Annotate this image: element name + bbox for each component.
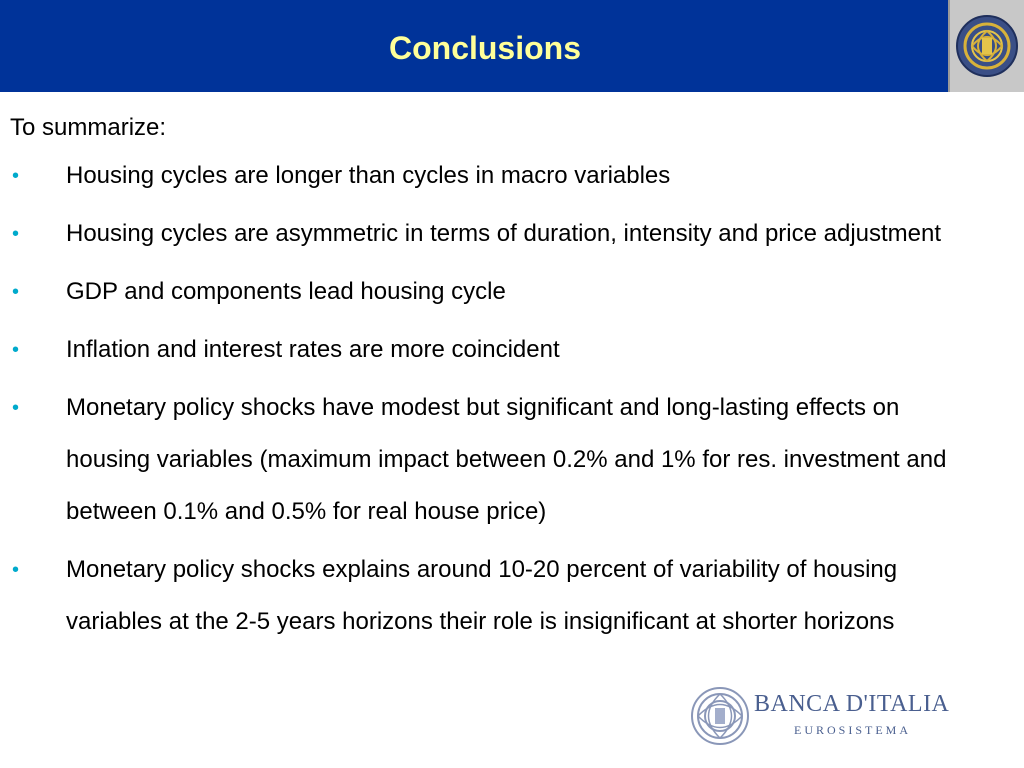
bullet-text: Monetary policy shocks have modest but significant and long-lasting effects on housing variables (maximum impact between 0.2% and 1% for res. investment and between 0.1% and 0.5% for real house price)	[66, 394, 947, 525]
bullet-text: Housing cycles are longer than cycles in macro variables	[66, 162, 671, 189]
banca-italia-emblem-icon	[690, 685, 750, 747]
bullet-icon: •	[12, 339, 20, 361]
brand-logo	[690, 685, 950, 749]
bullet-text: Housing cycles are asymmetric in terms of duration, intensity and price adjustment	[66, 220, 942, 247]
bullet-text: Inflation and interest rates are more coincident	[66, 336, 560, 363]
list-item	[0, 324, 1000, 376]
bullet-icon: •	[12, 281, 20, 303]
brand-name: BANCA D'ITALIA	[754, 691, 950, 717]
bullet-icon: •	[12, 397, 20, 419]
bullet-text: GDP and components lead housing cycle	[66, 278, 506, 305]
bullet-icon: •	[12, 165, 20, 187]
banca-italia-emblem-icon	[954, 14, 1020, 78]
bullet-icon: •	[12, 559, 20, 581]
header-logo	[948, 0, 1024, 92]
list-item	[0, 150, 1000, 202]
intro-text: To summarize:	[10, 114, 167, 141]
list-item	[0, 208, 1000, 260]
bullet-list	[0, 150, 1000, 654]
bullet-icon: •	[12, 223, 20, 245]
list-item	[0, 382, 1000, 538]
page-title: Conclusions	[388, 30, 581, 66]
list-item	[0, 266, 1000, 318]
bullet-text: Monetary policy shocks explains around 10-20 percent of variability of housing variables at the 2-5 years horizons their role is insignificant at shorter horizons	[66, 556, 898, 635]
brand-subtitle: EUROSISTEMA	[794, 723, 912, 737]
list-item	[0, 544, 1000, 648]
